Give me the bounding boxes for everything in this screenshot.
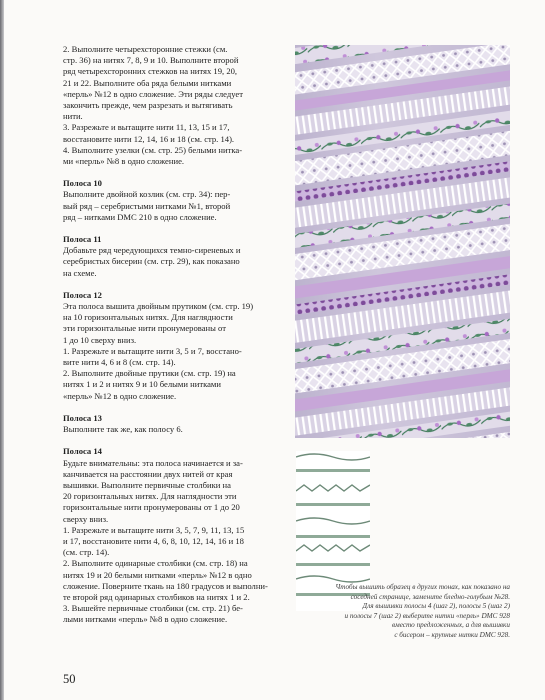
text-line: ряд четырехсторонних стежков на нитях 19, 20, <box>63 66 238 77</box>
section-heading: Полоса 10 <box>63 178 102 189</box>
photo-caption <box>318 583 510 641</box>
caption-line: Для вышивки полосы 4 (шаг 2), полосы 5 (шаг 2) <box>362 602 510 611</box>
text-line: ми «перль» №8 в одно сложение. <box>63 156 185 167</box>
text-line: Будьте внимательны: эта полоса начинается и за- <box>63 457 243 468</box>
section-intro <box>63 44 289 167</box>
section-strip-11 <box>63 234 289 279</box>
text-line: нитях 1 и 2 и нитях 9 и 10 белыми нитками <box>63 379 221 390</box>
text-line: лыми нитками «перль» №8 в одно сложение. <box>63 614 228 625</box>
text-line: 4. Выполните узелки (см. стр. 25) белыми нитка- <box>63 144 243 155</box>
text-line: восстановите нити 12, 14, 16 и 18 (см. стр. 14). <box>63 133 235 144</box>
text-line: 20 горизонтальных нитях. Для наглядности эти <box>63 491 237 502</box>
caption-line: с бисером – крупные нитки DMC 928. <box>394 630 510 639</box>
text-line: 2. Выполните четырехсторонние стежки (см. <box>63 44 228 54</box>
text-line: закончить прежде, чем разрезать и вытягивать <box>63 100 233 111</box>
text-line: 3. Вышейте первичные столбики (см. стр. 21) бе- <box>63 603 243 614</box>
section-heading: Полоса 13 <box>63 412 102 423</box>
text-line: 1. Разрежьте и вытащите нити 3, 5, 7, 9, 11, 13, 15 <box>63 524 245 535</box>
text-line: вышивки. Выполните первичные столбики на <box>63 479 231 490</box>
text-line: 21 и 22. Выполните оба ряда белыми нитками <box>63 77 232 88</box>
text-line: сложение. Поверните ткань на 180 градусов и выполни- <box>63 580 268 591</box>
text-line: «перль» №12 в одно сложение. <box>63 390 177 401</box>
section-heading: Полоса 12 <box>63 289 102 300</box>
caption-line: соседней странице, замените бледно-голубым №28. <box>350 592 510 601</box>
text-line: 3. Разрежьте и вытащите нити 11, 13, 15 и 17, <box>63 122 230 133</box>
text-line: нити. <box>63 111 83 122</box>
text-line: нитях 19 и 20 белыми нитками «перль» №12 в одно <box>63 569 252 580</box>
text-line: горизонтальные нити пронумерованы от 1 до 20 <box>63 502 240 513</box>
section-heading: Полоса 11 <box>63 234 102 245</box>
text-line: на 10 горизонтальных нитях. Для наглядности <box>63 312 233 323</box>
section-heading: Полоса 14 <box>63 446 102 457</box>
text-line: вый ряд – серебристыми нитками №1, второй <box>63 200 231 211</box>
text-line: (см. стр. 14). <box>63 547 110 558</box>
book-spine-shadow <box>0 0 4 700</box>
text-line: серебристых бисерин (см. стр. 29), как показано <box>63 256 240 267</box>
embroidery-photo-svg <box>295 45 510 438</box>
text-line: 1. Разрежьте и вытащите нити 3, 5 и 7, восстано- <box>63 345 242 356</box>
text-line: сверху вниз. <box>63 513 109 524</box>
section-strip-14 <box>63 446 289 625</box>
section-strip-10 <box>63 178 289 223</box>
text-line: 1 до 10 сверху вниз. <box>63 334 137 345</box>
text-line: канчивается на расстоянии двух нитей от края <box>63 468 233 479</box>
text-line: 2. Выполните двойные прутики (см. стр. 19) на <box>63 368 236 379</box>
text-line: Выполните двойной козлик (см. стр. 34): пер- <box>63 189 231 200</box>
section-strip-12 <box>63 290 289 402</box>
text-line: Добавьте ряд чередующихся темно-сиреневых и <box>63 245 241 256</box>
embroidery-photo <box>295 45 510 438</box>
caption-line: и полосы 7 (шаг 2) выберите нитки «перль» DMC 928 <box>344 611 510 620</box>
text-line: и 17, восстановите нити 4, 6, 8, 10, 12, 14, 16 и 18 <box>63 535 244 546</box>
text-line: «перль» №12 в одно сложение. Эти ряды следует <box>63 88 243 99</box>
text-line: Выполните так же, как полосу 6. <box>63 424 183 435</box>
text-line: вите нити 4, 6 и 8 (см. стр. 14). <box>63 357 176 368</box>
text-line: ряд – нитками DMC 210 в одно сложение. <box>63 211 217 222</box>
page-number: 50 <box>63 672 76 686</box>
text-line: на схеме. <box>63 267 97 278</box>
text-line: 2. Выполните одинарные столбики (см. стр. 18) на <box>63 558 248 569</box>
caption-line: Чтобы вышить образец в других тонах, как показано на <box>335 583 510 591</box>
caption-line: вместо предложенных, а для вышивки <box>392 621 510 630</box>
text-line: Эта полоса вышита двойным прутиком (см. стр. 19) <box>63 301 254 312</box>
text-line: те второй ряд одинарных столбиков на нитях 1 и 2. <box>63 591 250 602</box>
instructions-column <box>63 44 289 637</box>
text-line: стр. 36) на нитях 7, 8, 9 и 10. Выполните второй <box>63 55 239 66</box>
section-strip-13 <box>63 413 289 435</box>
text-line: эти горизонтальные нити пронумерованы от <box>63 323 226 334</box>
